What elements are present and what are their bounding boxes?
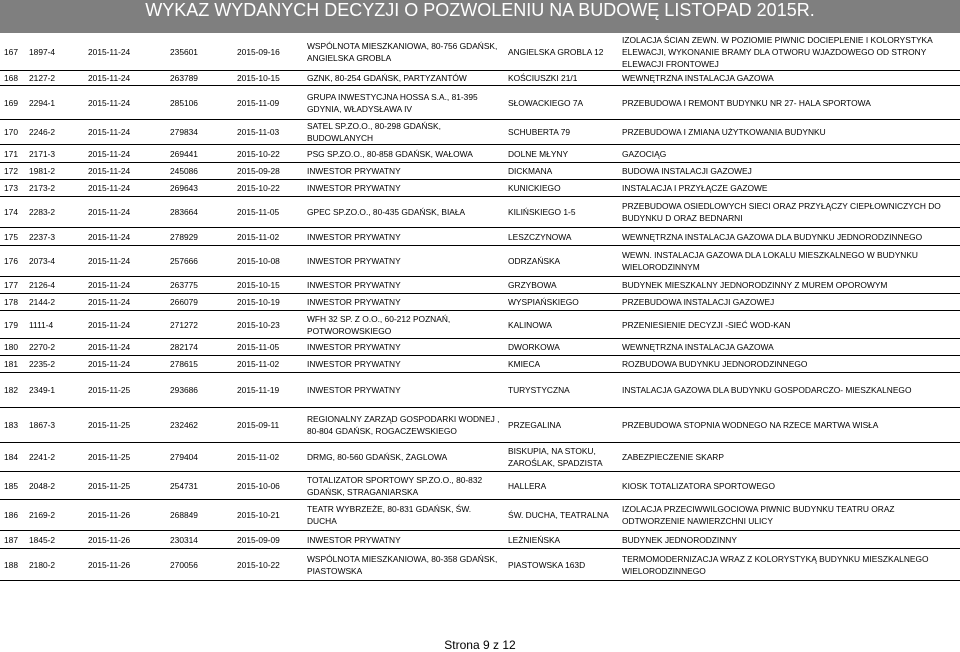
scope-cell: PRZEBUDOWA STOPNIA WODNEGO NA RZECE MARTWA WISŁA <box>618 408 960 443</box>
table-row <box>0 277 960 294</box>
table-row <box>0 145 960 163</box>
case-number-cell: 1867-3 <box>25 408 84 443</box>
table-row <box>0 163 960 180</box>
scope-cell: TERMOMODERNIZACJA WRAZ Z KOLORYSTYKĄ BUDYNKU MIESZKALNEGO WIELORODZINNEGO <box>618 549 960 581</box>
table-row <box>0 86 960 120</box>
address-cell: ANGIELSKA GROBLA 12 <box>504 34 618 71</box>
investor-cell: GRUPA INWESTYCJNA HOSSA S.A., 81-395 GDYNIA, WŁADYSŁAWA IV <box>303 86 504 120</box>
entry-number-cell: 174 <box>0 197 25 228</box>
address-cell: GRZYBOWA <box>504 277 618 294</box>
decision-date-cell: 2015-11-24 <box>84 197 166 228</box>
case-number-cell: 2246-2 <box>25 120 84 145</box>
decision-date-cell: 2015-11-24 <box>84 120 166 145</box>
entry-number-cell: 173 <box>0 180 25 197</box>
registry-number-cell: 235601 <box>166 34 233 71</box>
decision-date-cell: 2015-11-26 <box>84 531 166 549</box>
registry-number-cell: 279834 <box>166 120 233 145</box>
decision-date-cell: 2015-11-24 <box>84 339 166 356</box>
application-date-cell: 2015-11-05 <box>233 339 303 356</box>
application-date-cell: 2015-11-02 <box>233 443 303 472</box>
decision-date-cell: 2015-11-25 <box>84 472 166 500</box>
entry-number-cell: 171 <box>0 145 25 163</box>
address-cell: LESZCZYNOWA <box>504 228 618 246</box>
investor-cell: DRMG, 80-560 GDAŃSK, ŻAGLOWA <box>303 443 504 472</box>
investor-cell: INWESTOR PRYWATNY <box>303 180 504 197</box>
investor-cell: GPEC SP.ZO.O., 80-435 GDAŃSK, BIAŁA <box>303 197 504 228</box>
case-number-cell: 2127-2 <box>25 71 84 86</box>
registry-number-cell: 282174 <box>166 339 233 356</box>
investor-cell: TOTALIZATOR SPORTOWY SP.ZO.O., 80-832 GDAŃSK, STRAGANIARSKA <box>303 472 504 500</box>
case-number-cell: 1845-2 <box>25 531 84 549</box>
scope-cell: WEWNĘTRZNA INSTALACJA GAZOWA DLA BUDYNKU JEDNORODZINNEGO <box>618 228 960 246</box>
case-number-cell: 1981-2 <box>25 163 84 180</box>
scope-cell: PRZEBUDOWA I ZMIANA UŻYTKOWANIA BUDYNKU <box>618 120 960 145</box>
case-number-cell: 2349-1 <box>25 373 84 408</box>
table-row <box>0 549 960 581</box>
scope-cell: PRZEBUDOWA I REMONT BUDYNKU NR 27- HALA SPORTOWA <box>618 86 960 120</box>
investor-cell: WSPÓLNOTA MIESZKANIOWA, 80-756 GDAŃSK, ANGIELSKA GROBLA <box>303 34 504 71</box>
application-date-cell: 2015-11-05 <box>233 197 303 228</box>
application-date-cell: 2015-11-02 <box>233 356 303 373</box>
decision-date-cell: 2015-11-24 <box>84 356 166 373</box>
entry-number-cell: 172 <box>0 163 25 180</box>
entry-number-cell: 167 <box>0 34 25 71</box>
entry-number-cell: 182 <box>0 373 25 408</box>
address-cell: DICKMANA <box>504 163 618 180</box>
scope-cell: IZOLACJA ŚCIAN ZEWN. W POZIOMIE PIWNIC DOCIEPLENIE I KOLORYSTYKA ELEWACJI, WYKONANIE BRAMY DLA OTWORU WJAZDOWEGO OD STRONY ELEWACJI FRONTOWEJ <box>618 34 960 71</box>
entry-number-cell: 179 <box>0 311 25 339</box>
table-row <box>0 120 960 145</box>
case-number-cell: 2173-2 <box>25 180 84 197</box>
registry-number-cell: 269441 <box>166 145 233 163</box>
entry-number-cell: 186 <box>0 500 25 531</box>
address-cell: PRZEGALINA <box>504 408 618 443</box>
address-cell: SCHUBERTA 79 <box>504 120 618 145</box>
decision-date-cell: 2015-11-24 <box>84 180 166 197</box>
decision-date-cell: 2015-11-24 <box>84 311 166 339</box>
entry-number-cell: 170 <box>0 120 25 145</box>
investor-cell: TEATR WYBRZEŻE, 80-831 GDAŃSK, ŚW. DUCHA <box>303 500 504 531</box>
scope-cell: WEWNĘTRZNA INSTALACJA GAZOWA <box>618 339 960 356</box>
application-date-cell: 2015-10-06 <box>233 472 303 500</box>
address-cell: LEŻNIEŃSKA <box>504 531 618 549</box>
entry-number-cell: 178 <box>0 294 25 311</box>
scope-cell: BUDOWA INSTALACJI GAZOWEJ <box>618 163 960 180</box>
investor-cell: INWESTOR PRYWATNY <box>303 163 504 180</box>
investor-cell: INWESTOR PRYWATNY <box>303 373 504 408</box>
scope-cell: PRZEBUDOWA OSIEDLOWYCH SIECI ORAZ PRZYŁĄCZY CIEPŁOWNICZYCH DO BUDYNKU D ORAZ BEDNARNI <box>618 197 960 228</box>
application-date-cell: 2015-10-23 <box>233 311 303 339</box>
scope-cell: GAZOCIĄG <box>618 145 960 163</box>
application-date-cell: 2015-10-19 <box>233 294 303 311</box>
investor-cell: WFH 32 SP. Z O.O., 60-212 POZNAŃ, POTWOROWSKIEGO <box>303 311 504 339</box>
table-row <box>0 197 960 228</box>
decision-date-cell: 2015-11-24 <box>84 277 166 294</box>
scope-cell: WEWNĘTRZNA INSTALACJA GAZOWA <box>618 71 960 86</box>
case-number-cell: 2169-2 <box>25 500 84 531</box>
page-number: Strona 9 z 12 <box>444 638 516 652</box>
registry-number-cell: 232462 <box>166 408 233 443</box>
decision-date-cell: 2015-11-24 <box>84 163 166 180</box>
application-date-cell: 2015-09-09 <box>233 531 303 549</box>
entry-number-cell: 169 <box>0 86 25 120</box>
investor-cell: GZNK, 80-254 GDAŃSK, PARTYZANTÓW <box>303 71 504 86</box>
scope-cell: PRZEBUDOWA INSTALACJI GAZOWEJ <box>618 294 960 311</box>
scope-cell: PRZENIESIENIE DECYZJI -SIEĆ WOD-KAN <box>618 311 960 339</box>
address-cell: DWORKOWA <box>504 339 618 356</box>
address-cell: DOLNE MŁYNY <box>504 145 618 163</box>
table-row <box>0 294 960 311</box>
application-date-cell: 2015-11-03 <box>233 120 303 145</box>
decision-date-cell: 2015-11-26 <box>84 500 166 531</box>
application-date-cell: 2015-11-02 <box>233 228 303 246</box>
case-number-cell: 2241-2 <box>25 443 84 472</box>
table-row <box>0 408 960 443</box>
scope-cell: INSTALACJA GAZOWA DLA BUDYNKU GOSPODARCZO- MIESZKALNEGO <box>618 373 960 408</box>
table-row <box>0 71 960 86</box>
address-cell: SŁOWACKIEGO 7A <box>504 86 618 120</box>
table-row <box>0 180 960 197</box>
case-number-cell: 1897-4 <box>25 34 84 71</box>
table-row <box>0 228 960 246</box>
decision-date-cell: 2015-11-24 <box>84 228 166 246</box>
entry-number-cell: 187 <box>0 531 25 549</box>
investor-cell: INWESTOR PRYWATNY <box>303 531 504 549</box>
application-date-cell: 2015-10-15 <box>233 277 303 294</box>
registry-number-cell: 269643 <box>166 180 233 197</box>
table-row <box>0 339 960 356</box>
registry-number-cell: 293686 <box>166 373 233 408</box>
table-row <box>0 34 960 71</box>
application-date-cell: 2015-11-09 <box>233 86 303 120</box>
address-cell: ODRZAŃSKA <box>504 246 618 277</box>
table-row <box>0 472 960 500</box>
case-number-cell: 2294-1 <box>25 86 84 120</box>
entry-number-cell: 188 <box>0 549 25 581</box>
table-row <box>0 531 960 549</box>
case-number-cell: 2180-2 <box>25 549 84 581</box>
application-date-cell: 2015-09-16 <box>233 34 303 71</box>
registry-number-cell: 257666 <box>166 246 233 277</box>
entry-number-cell: 183 <box>0 408 25 443</box>
case-number-cell: 2073-4 <box>25 246 84 277</box>
investor-cell: INWESTOR PRYWATNY <box>303 277 504 294</box>
application-date-cell: 2015-11-19 <box>233 373 303 408</box>
decision-date-cell: 2015-11-25 <box>84 373 166 408</box>
entry-number-cell: 177 <box>0 277 25 294</box>
registry-number-cell: 263775 <box>166 277 233 294</box>
decision-date-cell: 2015-11-24 <box>84 71 166 86</box>
investor-cell: INWESTOR PRYWATNY <box>303 294 504 311</box>
registry-number-cell: 270056 <box>166 549 233 581</box>
table-row <box>0 246 960 277</box>
application-date-cell: 2015-10-22 <box>233 145 303 163</box>
scope-cell: KIOSK TOTALIZATORA SPORTOWEGO <box>618 472 960 500</box>
investor-cell: INWESTOR PRYWATNY <box>303 228 504 246</box>
scope-cell: BUDYNEK JEDNORODZINNY <box>618 531 960 549</box>
registry-number-cell: 245086 <box>166 163 233 180</box>
table-row <box>0 373 960 408</box>
table-row <box>0 356 960 373</box>
scope-cell: BUDYNEK MIESZKALNY JEDNORODZINNY Z MUREM OPOROWYM <box>618 277 960 294</box>
investor-cell: INWESTOR PRYWATNY <box>303 356 504 373</box>
decision-date-cell: 2015-11-25 <box>84 443 166 472</box>
entry-number-cell: 175 <box>0 228 25 246</box>
registry-number-cell: 279404 <box>166 443 233 472</box>
investor-cell: REGIONALNY ZARZĄD GOSPODARKI WODNEJ , 80-804 GDAŃSK, ROGACZEWSKIEGO <box>303 408 504 443</box>
address-cell: KILIŃSKIEGO 1-5 <box>504 197 618 228</box>
table-row <box>0 443 960 472</box>
address-cell: KALINOWA <box>504 311 618 339</box>
registry-number-cell: 283664 <box>166 197 233 228</box>
application-date-cell: 2015-10-21 <box>233 500 303 531</box>
decision-date-cell: 2015-11-24 <box>84 34 166 71</box>
case-number-cell: 1111-4 <box>25 311 84 339</box>
investor-cell: PSG SP.ZO.O., 80-858 GDAŃSK, WAŁOWA <box>303 145 504 163</box>
investor-cell: INWESTOR PRYWATNY <box>303 246 504 277</box>
scope-cell: IZOLACJA PRZECIWWILGOCIOWA PIWNIC BUDYNKU TEATRU ORAZ ODTWORZENIE NAWIERZCHNI ULICY <box>618 500 960 531</box>
case-number-cell: 2283-2 <box>25 197 84 228</box>
registry-number-cell: 254731 <box>166 472 233 500</box>
entry-number-cell: 181 <box>0 356 25 373</box>
address-cell: TURYSTYCZNA <box>504 373 618 408</box>
address-cell: KOŚCIUSZKI 21/1 <box>504 71 618 86</box>
case-number-cell: 2235-2 <box>25 356 84 373</box>
address-cell: KMIECA <box>504 356 618 373</box>
registry-number-cell: 278615 <box>166 356 233 373</box>
application-date-cell: 2015-10-22 <box>233 180 303 197</box>
address-cell: HALLERA <box>504 472 618 500</box>
address-cell: BISKUPIA, NA STOKU, ZAROŚLAK, SPADZISTA <box>504 443 618 472</box>
address-cell: WYSPIAŃSKIEGO <box>504 294 618 311</box>
table-row <box>0 500 960 531</box>
scope-cell: ROZBUDOWA BUDYNKU JEDNORODZINNEGO <box>618 356 960 373</box>
registry-number-cell: 268849 <box>166 500 233 531</box>
entry-number-cell: 184 <box>0 443 25 472</box>
registry-number-cell: 266079 <box>166 294 233 311</box>
investor-cell: INWESTOR PRYWATNY <box>303 339 504 356</box>
case-number-cell: 2237-3 <box>25 228 84 246</box>
application-date-cell: 2015-09-11 <box>233 408 303 443</box>
investor-cell: SATEL SP.ZO.O., 80-298 GDAŃSK, BUDOWLANYCH <box>303 120 504 145</box>
decision-date-cell: 2015-11-24 <box>84 145 166 163</box>
address-cell: PIASTOWSKA 163D <box>504 549 618 581</box>
address-cell: ŚW. DUCHA, TEATRALNA <box>504 500 618 531</box>
registry-number-cell: 263789 <box>166 71 233 86</box>
scope-cell: ZABEZPIECZENIE SKARP <box>618 443 960 472</box>
decision-date-cell: 2015-11-24 <box>84 86 166 120</box>
case-number-cell: 2270-2 <box>25 339 84 356</box>
entry-number-cell: 180 <box>0 339 25 356</box>
decision-date-cell: 2015-11-24 <box>84 294 166 311</box>
page-title: WYKAZ WYDANYCH DECYZJI O POZWOLENIU NA BUDOWĘ LISTOPAD 2015R. <box>0 0 960 33</box>
case-number-cell: 2126-4 <box>25 277 84 294</box>
case-number-cell: 2144-2 <box>25 294 84 311</box>
decision-date-cell: 2015-11-24 <box>84 246 166 277</box>
table-row <box>0 311 960 339</box>
application-date-cell: 2015-10-08 <box>233 246 303 277</box>
investor-cell: WSPÓLNOTA MIESZKANIOWA, 80-358 GDAŃSK, PIASTOWSKA <box>303 549 504 581</box>
registry-number-cell: 271272 <box>166 311 233 339</box>
decision-date-cell: 2015-11-25 <box>84 408 166 443</box>
scope-cell: INSTALACJA I PRZYŁĄCZE GAZOWE <box>618 180 960 197</box>
entry-number-cell: 185 <box>0 472 25 500</box>
address-cell: KUNICKIEGO <box>504 180 618 197</box>
application-date-cell: 2015-10-22 <box>233 549 303 581</box>
application-date-cell: 2015-10-15 <box>233 71 303 86</box>
application-date-cell: 2015-09-28 <box>233 163 303 180</box>
entry-number-cell: 176 <box>0 246 25 277</box>
case-number-cell: 2171-3 <box>25 145 84 163</box>
registry-number-cell: 285106 <box>166 86 233 120</box>
decision-date-cell: 2015-11-26 <box>84 549 166 581</box>
permit-table <box>0 34 960 581</box>
scope-cell: WEWN. INSTALACJA GAZOWA DLA LOKALU MIESZKALNEGO W BUDYNKU WIELORODZINNYM <box>618 246 960 277</box>
entry-number-cell: 168 <box>0 71 25 86</box>
registry-number-cell: 230314 <box>166 531 233 549</box>
case-number-cell: 2048-2 <box>25 472 84 500</box>
registry-number-cell: 278929 <box>166 228 233 246</box>
